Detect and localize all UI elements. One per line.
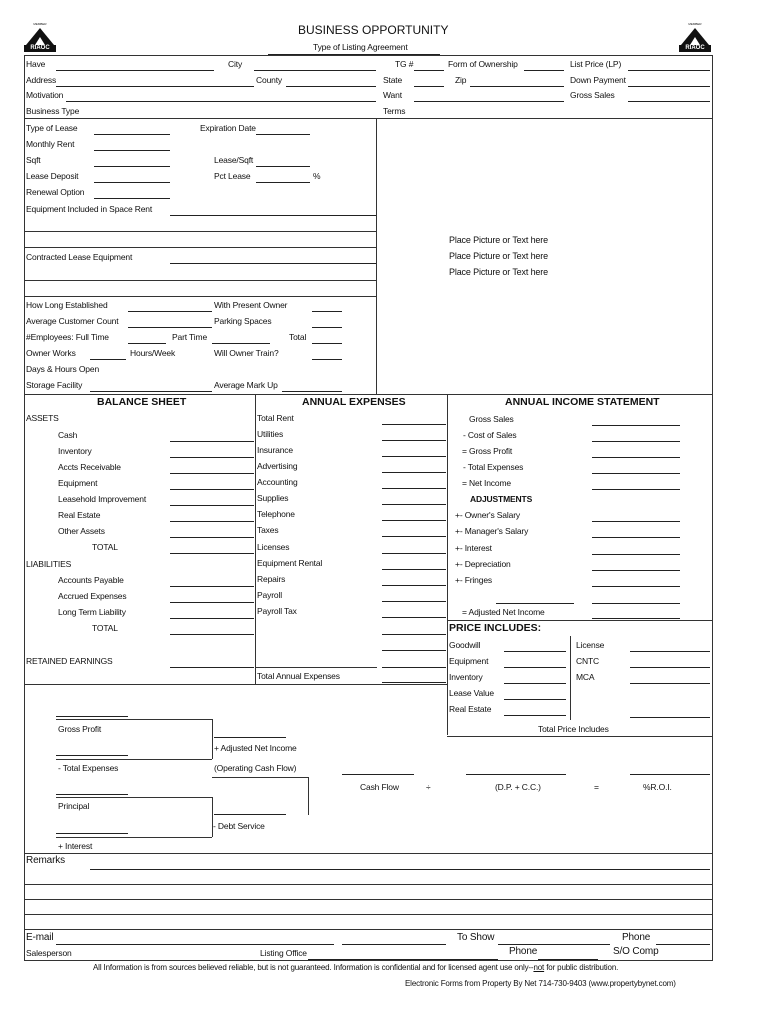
income-item: - Total Expenses — [463, 462, 524, 472]
equipment-in-rent-field[interactable] — [170, 215, 376, 216]
with-present-owner-label: With Present Owner — [214, 300, 288, 310]
disclaimer-not: not — [533, 963, 545, 972]
expense-field[interactable] — [382, 456, 446, 457]
equals-sign: = — [594, 782, 599, 792]
bracket-line — [212, 777, 308, 778]
list-price-field[interactable] — [628, 70, 710, 71]
expense-item: Insurance — [257, 445, 293, 455]
form-of-ownership-field[interactable] — [524, 70, 564, 71]
owner-works-label: Owner Works — [26, 348, 76, 358]
tg-field[interactable] — [414, 70, 444, 71]
remarks-line[interactable] — [24, 914, 712, 915]
expense-item: Advertising — [257, 461, 298, 471]
avg-markup-label: Average Mark Up — [214, 380, 278, 390]
days-hours-label: Days & Hours Open — [26, 364, 100, 374]
employees-label: #Employees: Full Time — [26, 332, 109, 342]
annual-expenses-title: ANNUAL EXPENSES — [302, 396, 406, 408]
debt-service-label: - Debt Service — [213, 821, 265, 831]
logo-caption: MEMBER — [688, 22, 702, 26]
total-annual-expenses-field[interactable] — [382, 682, 446, 683]
want-label: Want — [383, 90, 402, 100]
expense-field[interactable] — [382, 440, 446, 441]
expense-item: Supplies — [257, 493, 289, 503]
total-expenses-calc-label: - Total Expenses — [58, 763, 119, 773]
remarks-line[interactable] — [24, 899, 712, 900]
price-field[interactable] — [504, 667, 566, 668]
expense-item: Repairs — [257, 574, 286, 584]
asset-field[interactable] — [170, 441, 254, 442]
price-field[interactable] — [504, 715, 566, 716]
bracket-line — [308, 777, 309, 815]
price-includes-title: PRICE INCLUDES: — [449, 622, 542, 634]
asset-field[interactable] — [170, 473, 254, 474]
divider — [570, 636, 571, 720]
asset-item: Real Estate — [58, 510, 101, 520]
expense-field[interactable] — [382, 472, 446, 473]
liability-field[interactable] — [170, 618, 254, 619]
price-item: Real Estate — [449, 704, 492, 714]
liability-item: Accrued Expenses — [58, 591, 127, 601]
down-payment-field[interactable] — [628, 86, 710, 87]
price-field-right[interactable] — [630, 651, 710, 652]
cash-flow-field[interactable] — [342, 774, 414, 775]
adjustment-field[interactable] — [592, 586, 680, 587]
logo-text: RIAOC — [679, 45, 711, 52]
terms-label: Terms — [383, 106, 406, 116]
expense-item: Licenses — [257, 542, 290, 552]
lease-deposit-field[interactable] — [94, 182, 170, 183]
adjusted-net-income-label: = Adjusted Net Income — [462, 607, 545, 617]
divider — [24, 296, 376, 297]
so-comp-label: S/O Comp — [613, 946, 659, 957]
divide-sign: ÷ — [426, 782, 431, 792]
logo-left — [24, 22, 56, 52]
income-field[interactable] — [592, 457, 680, 458]
cash-flow-label: Cash Flow — [360, 782, 399, 792]
logo-caption: MEMBER — [33, 22, 47, 26]
price-item-right: License — [576, 640, 605, 650]
expense-field[interactable] — [382, 536, 446, 537]
expense-field[interactable] — [382, 504, 446, 505]
price-field-right[interactable] — [630, 717, 710, 718]
state-field[interactable] — [414, 86, 444, 87]
adjustments-label: ADJUSTMENTS — [470, 494, 533, 504]
city-field[interactable] — [254, 70, 376, 71]
listing-office-field[interactable] — [308, 959, 498, 960]
calc-field[interactable] — [56, 794, 128, 795]
divider — [255, 394, 256, 684]
adjustment-field[interactable] — [496, 603, 574, 604]
asset-item: Equipment — [58, 478, 98, 488]
bracket-line — [212, 797, 213, 837]
part-time-label: Part Time — [172, 332, 208, 342]
avg-customer-field[interactable] — [128, 327, 212, 328]
salesperson-label: Salesperson — [26, 948, 72, 958]
lease-sqft-label: Lease/Sqft — [214, 155, 254, 165]
expense-field[interactable] — [382, 488, 446, 489]
pct-lease-label: Pct Lease — [214, 171, 251, 181]
total-annual-expenses-label: Total Annual Expenses — [257, 671, 340, 681]
calc-field[interactable] — [56, 716, 128, 717]
part-time-field[interactable] — [212, 343, 270, 344]
roi-field[interactable] — [630, 774, 710, 775]
total-price-includes-label: Total Price Includes — [538, 724, 609, 734]
lease-deposit-label: Lease Deposit — [26, 171, 79, 181]
motivation-field[interactable] — [66, 101, 376, 102]
storage-label: Storage Facility — [26, 380, 83, 390]
assets-total-label: TOTAL — [92, 542, 118, 552]
asset-item: Cash — [58, 430, 78, 440]
storage-field[interactable] — [90, 391, 212, 392]
assets-total-field[interactable] — [170, 553, 254, 554]
expiration-date-label: Expiration Date — [200, 123, 256, 133]
adjustment-field[interactable] — [592, 603, 680, 604]
asset-field[interactable] — [170, 521, 254, 522]
retained-earnings-label: RETAINED EARNINGS — [26, 656, 113, 666]
email-label: E-mail — [26, 932, 54, 943]
liability-field[interactable] — [170, 586, 254, 587]
page-title: BUSINESS OPPORTUNITY — [298, 23, 449, 37]
gross-sales-label: Gross Sales — [570, 90, 615, 100]
asset-field[interactable] — [170, 457, 254, 458]
asset-item: Inventory — [58, 446, 92, 456]
parking-label: Parking Spaces — [214, 316, 272, 326]
to-show-label: To Show — [457, 932, 495, 943]
motivation-label: Motivation — [26, 90, 64, 100]
email-field[interactable] — [56, 944, 334, 945]
roi-label: %R.O.I. — [643, 782, 672, 792]
county-field[interactable] — [286, 86, 376, 87]
type-of-lease-field[interactable] — [94, 134, 170, 135]
equipment-in-rent-label: Equipment Included in Space Rent — [26, 204, 153, 214]
gross-profit-label: Gross Profit — [58, 724, 102, 734]
balance-sheet-title: BALANCE SHEET — [97, 396, 187, 408]
pct-lease-field[interactable] — [256, 182, 310, 183]
expense-item: Payroll Tax — [257, 606, 297, 616]
picture-placeholder-2: Place Picture or Text here — [449, 251, 548, 261]
income-field[interactable] — [592, 425, 680, 426]
adjustment-item: +- Manager's Salary — [455, 526, 529, 536]
list-price-label: List Price (LP) — [570, 59, 622, 69]
expense-field[interactable] — [382, 424, 446, 425]
remarks-line[interactable] — [24, 929, 712, 930]
monthly-rent-field[interactable] — [94, 150, 170, 151]
how-long-label: How Long Established — [26, 300, 108, 310]
divider — [24, 853, 712, 854]
tg-label: TG # — [395, 59, 414, 69]
income-item: = Gross Profit — [462, 446, 513, 456]
total-employees-label: Total — [289, 332, 307, 342]
retained-earnings-field[interactable] — [170, 667, 254, 668]
phone-2-field[interactable] — [538, 959, 598, 960]
sqft-label: Sqft — [26, 155, 41, 165]
want-field[interactable] — [414, 101, 564, 102]
parking-field[interactable] — [312, 327, 342, 328]
calc-field[interactable] — [214, 737, 286, 738]
county-label: County — [256, 75, 283, 85]
total-employees-field[interactable] — [312, 343, 342, 344]
renewal-option-field[interactable] — [94, 198, 170, 199]
asset-item: Leasehold Improvement — [58, 494, 147, 504]
listing-agreement-label: Type of Listing Agreement — [313, 42, 408, 52]
principal-label: Principal — [58, 801, 90, 811]
divider — [24, 684, 448, 685]
liabilities-total-label: TOTAL — [92, 623, 118, 633]
logo-text: RIAOC — [24, 45, 56, 52]
expense-item: Payroll — [257, 590, 282, 600]
expense-field[interactable] — [382, 585, 446, 586]
assets-label: ASSETS — [26, 413, 59, 423]
business-type-label: Business Type — [26, 106, 80, 116]
have-field[interactable] — [56, 70, 214, 71]
adjustment-item: +- Fringes — [455, 575, 492, 585]
divider — [24, 231, 376, 232]
liabilities-label: LIABILITIES — [26, 559, 72, 569]
divider — [24, 247, 376, 248]
expense-item: Equipment Rental — [257, 558, 323, 568]
hours-week-label: Hours/Week — [130, 348, 176, 358]
remarks-label: Remarks — [26, 855, 65, 866]
adjustment-item: +- Interest — [455, 543, 492, 553]
liability-field[interactable] — [170, 602, 254, 603]
operating-cash-flow-label: (Operating Cash Flow) — [214, 763, 297, 773]
bracket-line — [56, 837, 212, 838]
owner-works-field[interactable] — [90, 359, 126, 360]
phone-2-label: Phone — [509, 946, 538, 957]
divider — [447, 736, 712, 737]
divider — [24, 280, 376, 281]
expense-field[interactable] — [382, 617, 446, 618]
will-train-label: Will Owner Train? — [214, 348, 279, 358]
state-label: State — [383, 75, 403, 85]
picture-placeholder-1: Place Picture or Text here — [449, 235, 548, 245]
expense-item: Accounting — [257, 477, 298, 487]
bracket-line — [56, 797, 212, 798]
expense-item: Total Rent — [257, 413, 294, 423]
asset-item: Accts Receivable — [58, 462, 121, 472]
expense-field[interactable] — [382, 634, 446, 635]
zip-field[interactable] — [470, 86, 564, 87]
down-payment-label: Down Payment — [570, 75, 626, 85]
price-item-right: CNTC — [576, 656, 600, 666]
contracted-equipment-label: Contracted Lease Equipment — [26, 252, 133, 262]
sqft-field[interactable] — [94, 166, 170, 167]
expense-field[interactable] — [382, 667, 446, 668]
income-field[interactable] — [592, 441, 680, 442]
form-of-ownership-label: Form of Ownership — [448, 59, 518, 69]
city-label: City — [228, 59, 243, 69]
type-of-lease-label: Type of Lease — [26, 123, 78, 133]
expense-field[interactable] — [382, 520, 446, 521]
price-item: Equipment — [449, 656, 489, 666]
bracket-line — [56, 759, 212, 760]
expiration-date-field[interactable] — [256, 134, 310, 135]
price-field[interactable] — [504, 651, 566, 652]
divider — [24, 394, 712, 395]
expense-field[interactable] — [382, 601, 446, 602]
calc-field[interactable] — [214, 814, 286, 815]
price-item: Lease Value — [449, 688, 494, 698]
mountain-icon — [24, 26, 56, 46]
price-field[interactable] — [504, 699, 566, 700]
credit-line: Electronic Forms from Property By Net 714-730-9403 (www.propertybynet.com) — [405, 979, 676, 988]
zip-label: Zip — [455, 75, 467, 85]
price-item: Goodwill — [449, 640, 481, 650]
price-item-right: MCA — [576, 672, 595, 682]
adjustment-field[interactable] — [592, 521, 680, 522]
adjustment-field[interactable] — [592, 554, 680, 555]
have-label: Have — [26, 59, 46, 69]
avg-customer-label: Average Customer Count — [26, 316, 119, 326]
liability-item: Long Term Liability — [58, 607, 126, 617]
liability-item: Accounts Payable — [58, 575, 124, 585]
remarks-line[interactable] — [24, 884, 712, 885]
renewal-option-label: Renewal Option — [26, 187, 85, 197]
bracket-line — [56, 719, 212, 720]
to-show-field[interactable] — [498, 944, 610, 945]
adjustment-field[interactable] — [592, 570, 680, 571]
asset-field[interactable] — [170, 489, 254, 490]
income-field[interactable] — [592, 489, 680, 490]
expense-field[interactable] — [382, 650, 446, 651]
price-field[interactable] — [504, 683, 566, 684]
address-label: Address — [26, 75, 57, 85]
asset-field[interactable] — [170, 505, 254, 506]
divider — [255, 667, 377, 668]
calc-field[interactable] — [56, 833, 128, 834]
disclaimer-end: for public distribution. — [544, 963, 619, 972]
phone-label: Phone — [622, 932, 651, 943]
price-field-right[interactable] — [630, 667, 710, 668]
asset-item: Other Assets — [58, 526, 105, 536]
income-statement-title: ANNUAL INCOME STATEMENT — [505, 396, 660, 408]
income-item: Gross Sales — [469, 414, 514, 424]
phone-field[interactable] — [656, 944, 710, 945]
logo-right — [679, 22, 711, 52]
expense-field[interactable] — [382, 553, 446, 554]
expense-item: Telephone — [257, 509, 295, 519]
disclaimer-text: All Information is from sources believed reliable, but is not guaranteed. Information is confidential and for licensed agent use only-- — [93, 963, 534, 972]
dp-cc-label: (D.P. + C.C.) — [495, 782, 541, 792]
expense-field[interactable] — [382, 569, 446, 570]
adjustment-item: +- Depreciation — [455, 559, 511, 569]
adjustment-item: +- Owner's Salary — [455, 510, 520, 520]
divider — [447, 620, 712, 621]
liabilities-total-field[interactable] — [170, 634, 254, 635]
picture-placeholder-3: Place Picture or Text here — [449, 267, 548, 277]
will-train-field[interactable] — [312, 359, 342, 360]
gross-sales-field[interactable] — [628, 101, 710, 102]
income-item: = Net Income — [462, 478, 511, 488]
full-time-field[interactable] — [128, 343, 166, 344]
mountain-icon — [679, 26, 711, 46]
remarks-line[interactable] — [90, 869, 710, 870]
monthly-rent-label: Monthly Rent — [26, 139, 75, 149]
interest-label: + Interest — [58, 841, 93, 851]
disclaimer — [93, 963, 618, 973]
expense-item: Utilities — [257, 429, 284, 439]
dp-cc-field[interactable] — [466, 774, 566, 775]
income-field[interactable] — [592, 473, 680, 474]
income-item: - Cost of Sales — [463, 430, 517, 440]
adjustment-field[interactable] — [592, 537, 680, 538]
adjusted-net-calc-label: + Adjusted Net Income — [214, 743, 297, 753]
calc-field[interactable] — [56, 755, 128, 756]
listing-office-label: Listing Office — [260, 948, 307, 958]
how-long-field[interactable] — [128, 311, 212, 312]
avg-markup-field[interactable] — [282, 391, 342, 392]
percent-sign: % — [313, 171, 321, 181]
asset-field[interactable] — [170, 537, 254, 538]
price-field-right[interactable] — [630, 683, 710, 684]
expense-item: Taxes — [257, 525, 279, 535]
address-field[interactable] — [56, 86, 254, 87]
contracted-equipment-field[interactable] — [170, 263, 376, 264]
adjusted-net-income-field[interactable] — [592, 618, 680, 619]
price-item: Inventory — [449, 672, 483, 682]
bracket-line — [212, 719, 213, 759]
email-field-2[interactable] — [342, 944, 446, 945]
with-present-owner-field[interactable] — [312, 311, 342, 312]
lease-sqft-field[interactable] — [256, 166, 310, 167]
